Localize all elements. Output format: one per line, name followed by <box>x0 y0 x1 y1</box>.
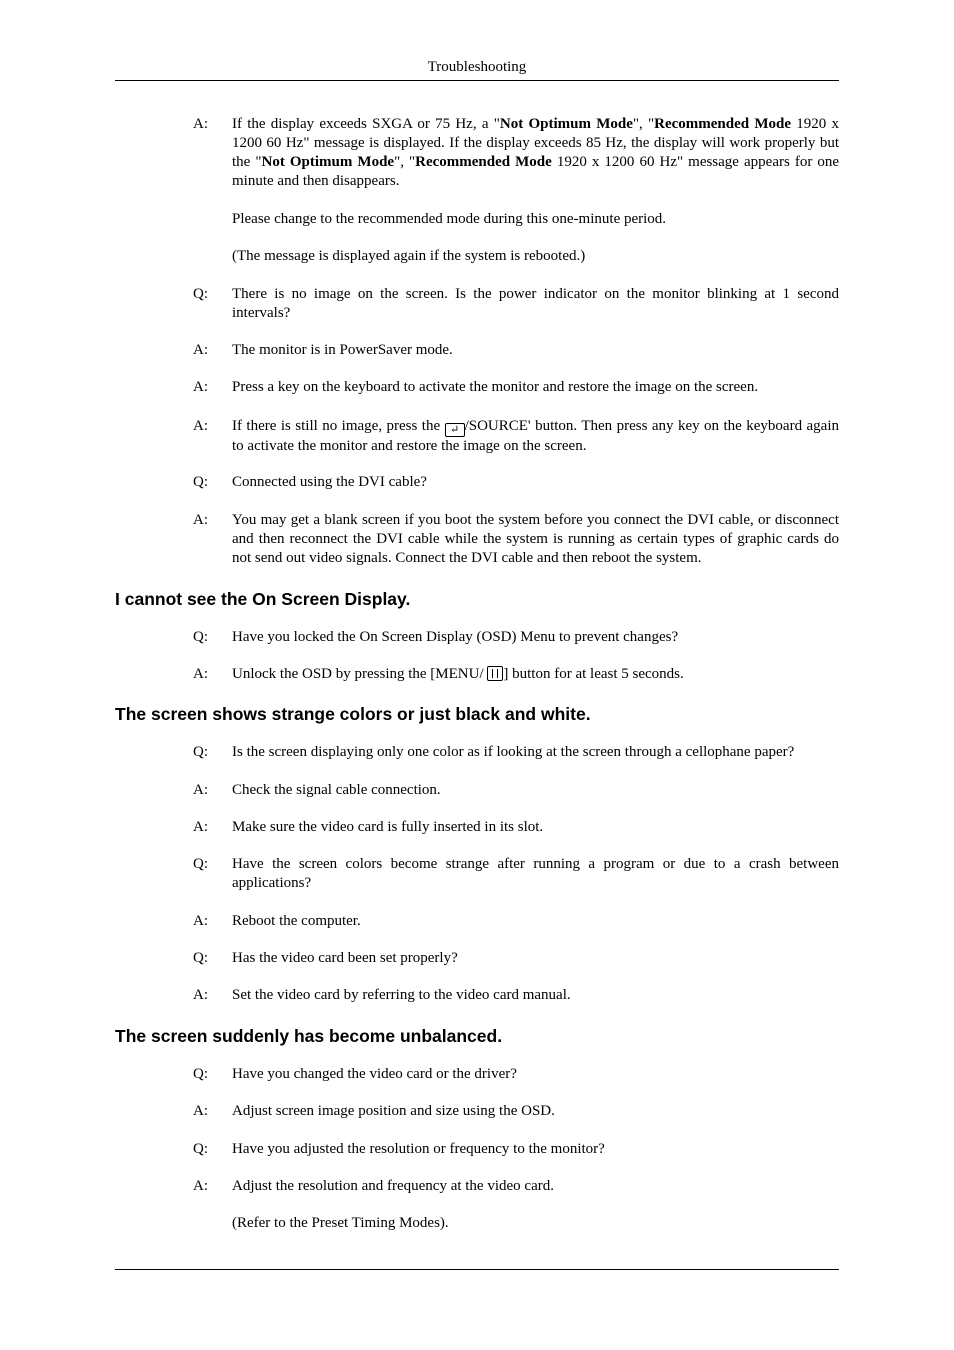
question-dvi-cable <box>193 473 839 492</box>
qa-label: Q: <box>193 629 208 645</box>
section-heading-osd: I cannot see the On Screen Display. <box>115 589 411 609</box>
answer-video-card-slot <box>193 818 839 837</box>
qa-text: Unlock the OSD by pressing the [MENU/ ] button for at least 5 seconds. <box>232 666 684 682</box>
enter-icon: ↵ <box>445 423 465 437</box>
qa-label: A: <box>193 819 208 835</box>
qa-text: Adjust the resolution and frequency at the video card. <box>232 1178 554 1194</box>
paragraph-preset-timing: (Refer to the Preset Timing Modes). <box>232 1215 449 1231</box>
section-heading-colors: The screen shows strange colors or just black and white. <box>115 704 591 724</box>
question-no-image <box>193 285 839 323</box>
question-osd-locked <box>193 628 839 647</box>
qa-text: Reboot the computer. <box>232 913 361 929</box>
qa-label: A: <box>193 512 208 528</box>
menu-icon <box>487 666 503 681</box>
qa-label: Q: <box>193 744 208 760</box>
qa-label: A: <box>193 379 208 395</box>
question-colors-strange <box>193 855 839 893</box>
answer-signal-cable <box>193 781 839 800</box>
section-heading-unbalanced: The screen suddenly has become unbalanced. <box>115 1026 503 1046</box>
question-video-card-set <box>193 949 839 968</box>
qa-label: Q: <box>193 1066 208 1082</box>
paragraph-change-mode: Please change to the recommended mode during this one-minute period. <box>232 211 667 227</box>
qa-text: Is the screen displaying only one color as if looking at the screen through a cellophane paper? <box>232 744 795 760</box>
answer-dvi-blank-screen <box>193 511 839 568</box>
answer-video-card-manual <box>193 986 839 1005</box>
qa-label: A: <box>193 1178 208 1194</box>
qa-text: Check the signal cable connection. <box>232 782 441 798</box>
qa-text: There is no image on the screen. Is the power indicator on the monitor blinking at 1 second intervals? <box>232 286 839 321</box>
qa-label: Q: <box>193 474 208 490</box>
qa-text: The monitor is in PowerSaver mode. <box>232 342 453 358</box>
qa-text: If the display exceeds SXGA or 75 Hz, a "Not Optimum Mode", "Recommended Mode 1920 x 1200 60 Hz" message is displayed. If the display exceeds 85 Hz, the display will work properly but the "Not Optimum Mode", "Recommended Mode 1920 x 1200 60 Hz" message appears for one minute and then disappears. <box>232 116 840 189</box>
qa-label: Q: <box>193 856 208 872</box>
qa-label: Q: <box>193 286 208 302</box>
qa-label: A: <box>193 116 208 132</box>
qa-label: A: <box>193 782 208 798</box>
qa-label: Q: <box>193 1141 208 1157</box>
answer-reboot <box>193 912 839 931</box>
answer-powersaver <box>193 341 839 360</box>
qa-text: Set the video card by referring to the video card manual. <box>232 987 571 1003</box>
answer-adjust-resolution <box>193 1177 839 1196</box>
qa-text: Have the screen colors become strange after running a program or due to a crash between applications? <box>232 856 839 891</box>
page-header: Troubleshooting <box>427 59 527 75</box>
question-changed-driver <box>193 1065 839 1084</box>
answer-adjust-position <box>193 1102 839 1121</box>
answer-unlock-osd <box>193 665 839 684</box>
qa-text: Have you locked the On Screen Display (OSD) Menu to prevent changes? <box>232 629 679 645</box>
qa-label: A: <box>193 342 208 358</box>
qa-text: Has the video card been set properly? <box>232 950 458 966</box>
qa-label: A: <box>193 1103 208 1119</box>
question-one-color <box>193 743 839 762</box>
qa-label: A: <box>193 666 208 682</box>
paragraph-message-rebooted: (The message is displayed again if the system is rebooted.) <box>232 248 586 264</box>
header-divider <box>115 80 839 81</box>
answer-not-optimum-mode <box>193 115 839 191</box>
qa-text: Make sure the video card is fully inserted in its slot. <box>232 819 544 835</box>
qa-text: Have you adjusted the resolution or frequency to the monitor? <box>232 1141 605 1157</box>
qa-text: Press a key on the keyboard to activate the monitor and restore the image on the screen. <box>232 379 759 395</box>
qa-text: You may get a blank screen if you boot the system before you connect the DVI cable, or disconnect and then reconnect the DVI cable while the system is running as certain types of graphic cards do not send out video signals. Connect the DVI cable and then reboot the system. <box>232 512 839 566</box>
qa-text: Adjust screen image position and size using the OSD. <box>232 1103 555 1119</box>
qa-label: A: <box>193 913 208 929</box>
answer-source-button <box>193 417 839 456</box>
qa-text: Have you changed the video card or the driver? <box>232 1066 517 1082</box>
qa-text: If there is still no image, press the ↵ /SOURCE' button. Then press any key on the keyboard again to activate the monitor and restore the image on the screen. <box>232 418 839 454</box>
question-adjusted-resolution <box>193 1140 839 1159</box>
qa-label: A: <box>193 987 208 1003</box>
qa-label: Q: <box>193 950 208 966</box>
footer-divider <box>115 1269 839 1270</box>
qa-text: Connected using the DVI cable? <box>232 474 427 490</box>
qa-label: A: <box>193 418 208 434</box>
answer-press-key <box>193 378 839 397</box>
